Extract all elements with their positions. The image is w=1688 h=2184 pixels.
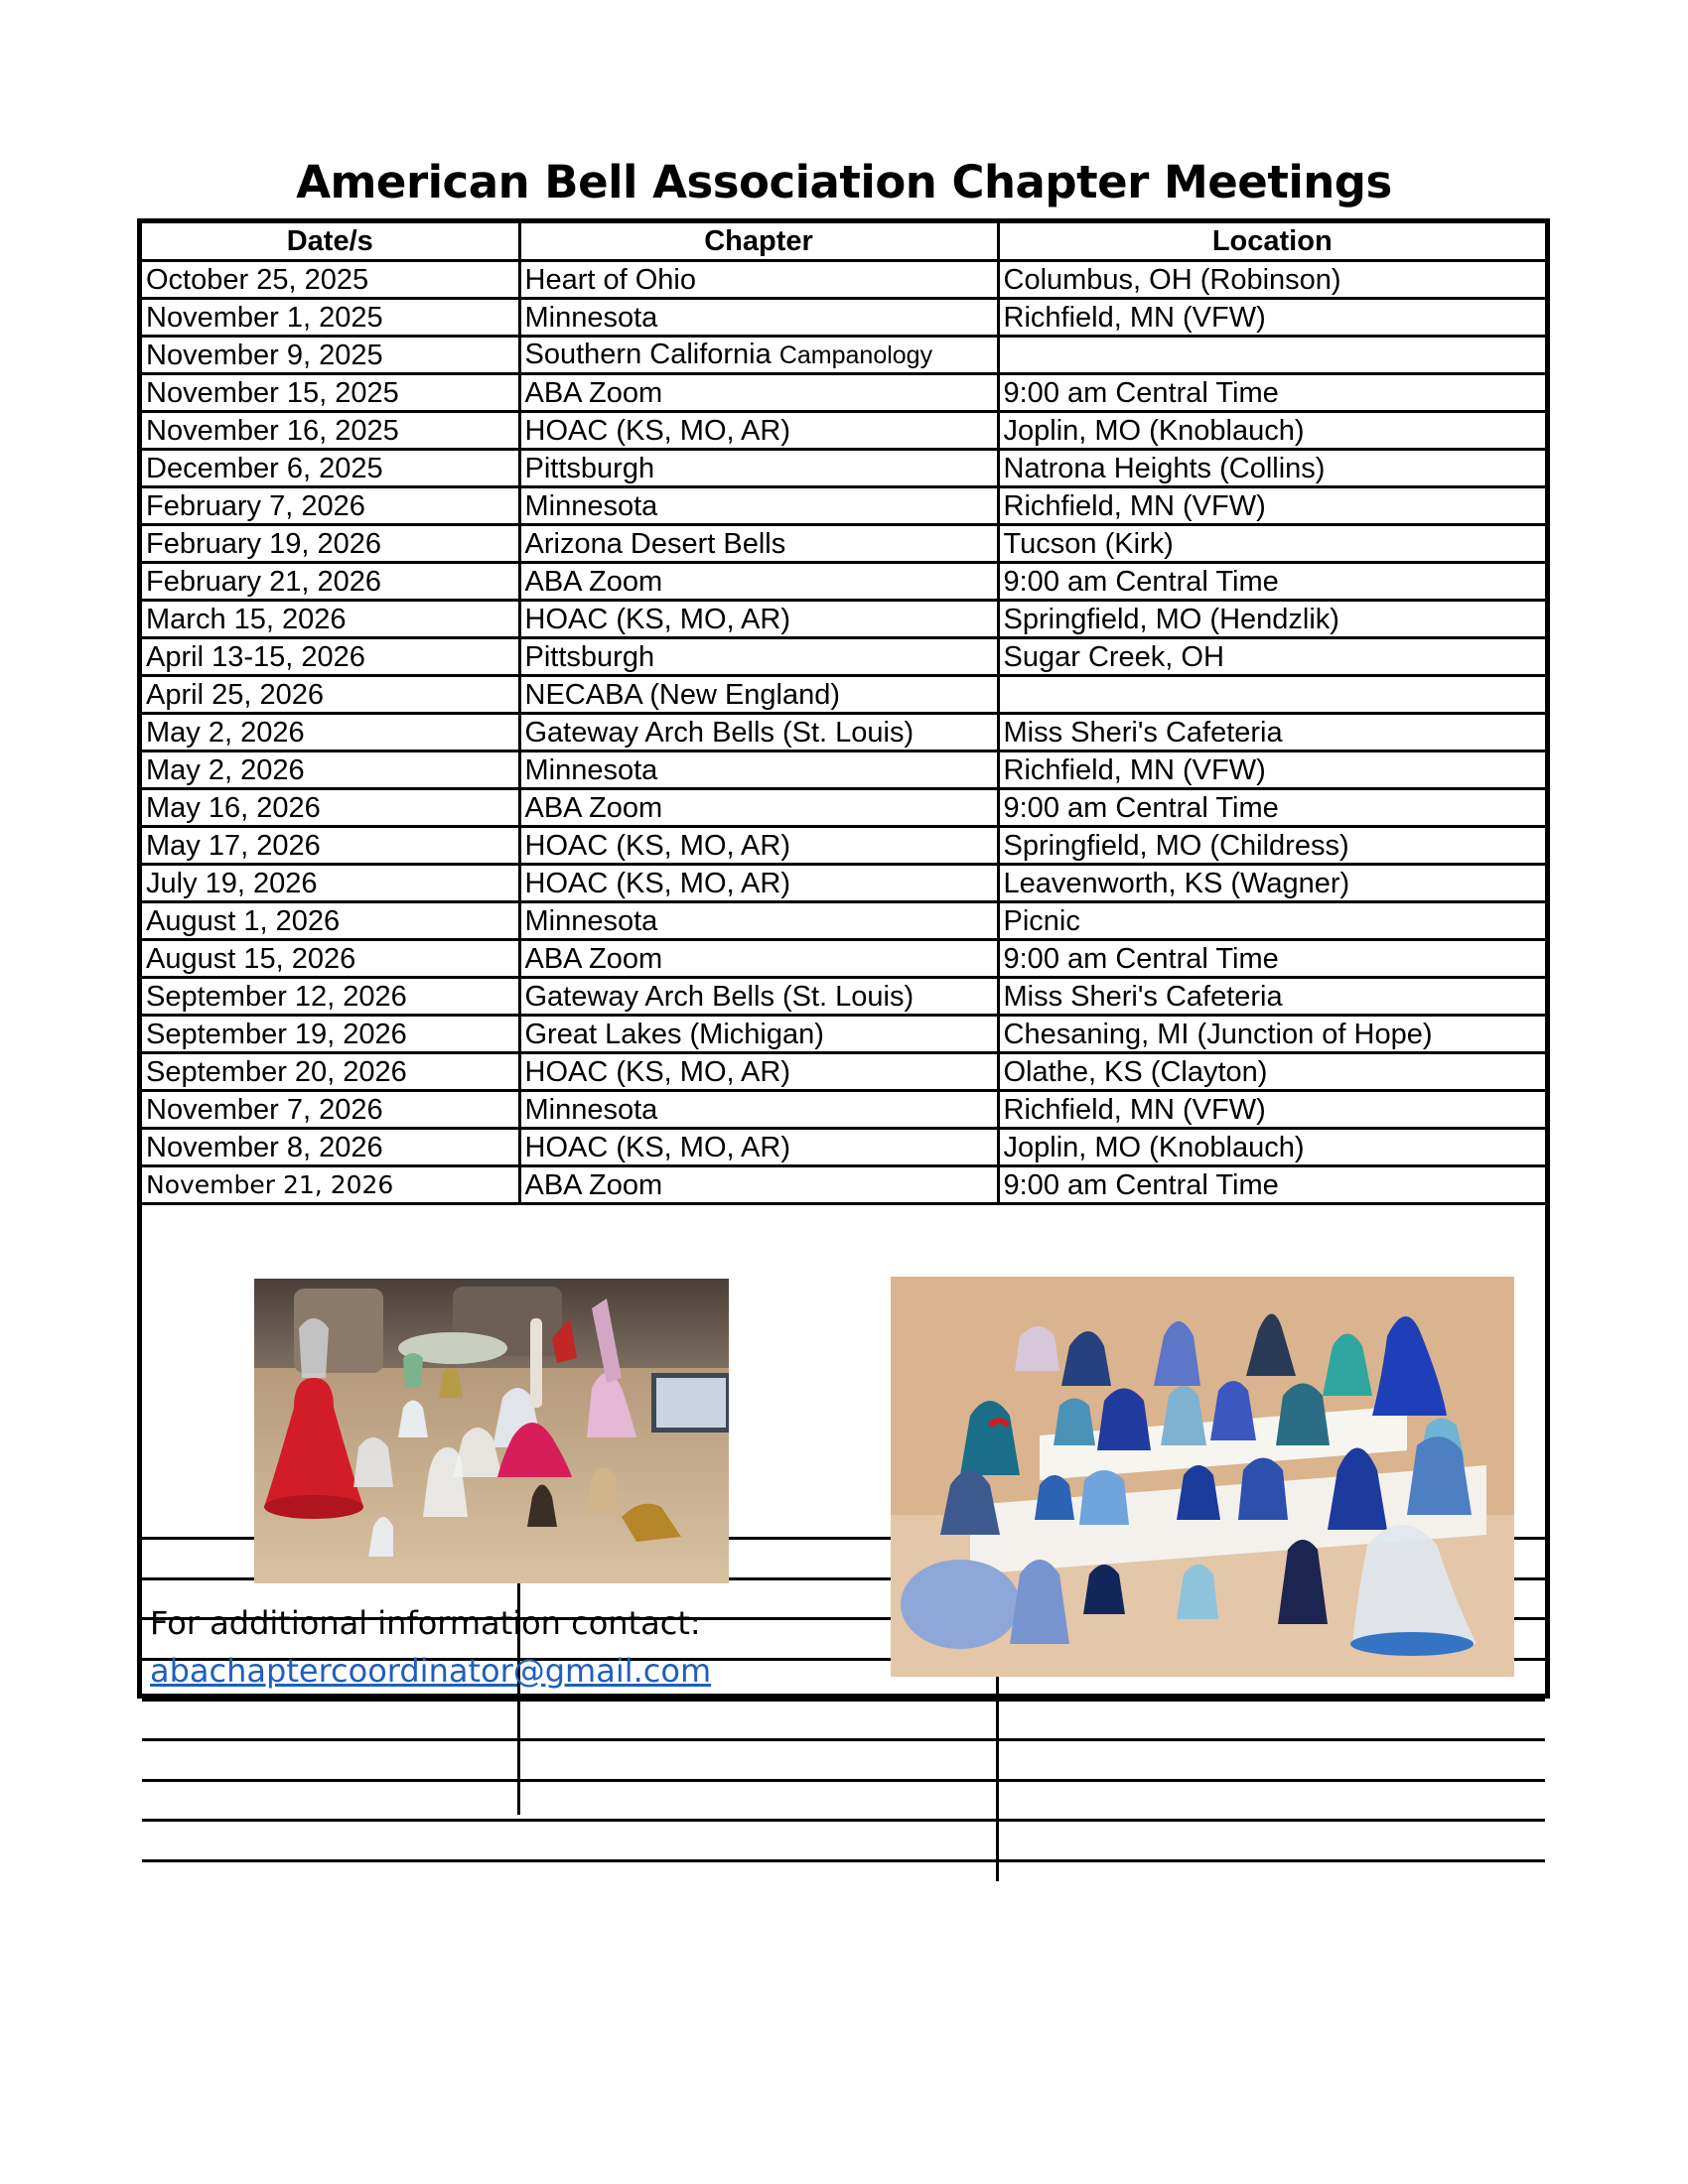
meeting-chapter — [519, 827, 998, 865]
meeting-location: Springfield, MO (Hendzlik) — [998, 601, 1545, 638]
chapter-name: NECABA (New England) — [524, 678, 841, 711]
meeting-date: March 15, 2026 — [142, 601, 519, 638]
contact-label: For additional information contact: — [150, 1604, 701, 1642]
meetings-table — [142, 223, 1545, 1205]
chapter-note: Campanology — [778, 341, 933, 369]
meeting-chapter — [519, 1091, 998, 1129]
meeting-chapter — [519, 676, 998, 714]
chapter-name: Minnesota — [524, 301, 658, 334]
meeting-date: September 12, 2026 — [142, 978, 519, 1016]
table-row — [142, 261, 1545, 299]
meeting-chapter — [519, 1166, 998, 1204]
chapter-name: Minnesota — [524, 489, 658, 522]
meeting-chapter — [519, 450, 998, 487]
meeting-date: May 16, 2026 — [142, 789, 519, 827]
table-row — [142, 676, 1545, 714]
meeting-date: February 19, 2026 — [142, 525, 519, 563]
rule-line — [142, 1779, 1545, 1782]
meeting-chapter — [519, 601, 998, 638]
meetings-table-body — [142, 261, 1545, 1204]
meeting-chapter — [519, 337, 998, 374]
meeting-date: May 17, 2026 — [142, 827, 519, 865]
table-row — [142, 638, 1545, 676]
meeting-date: April 13-15, 2026 — [142, 638, 519, 676]
meeting-date: November 15, 2025 — [142, 374, 519, 412]
meeting-location: Richfield, MN (VFW) — [998, 487, 1545, 525]
meeting-date: February 21, 2026 — [142, 563, 519, 601]
table-row — [142, 978, 1545, 1016]
chapter-name: HOAC (KS, MO, AR) — [524, 603, 790, 635]
meeting-date: May 2, 2026 — [142, 751, 519, 789]
meetings-sheet — [137, 218, 1550, 1699]
meeting-location: Columbus, OH (Robinson) — [998, 261, 1545, 299]
meeting-chapter — [519, 902, 998, 940]
meeting-date: July 19, 2026 — [142, 865, 519, 902]
meeting-chapter — [519, 638, 998, 676]
meeting-location: 9:00 am Central Time — [998, 374, 1545, 412]
meeting-location: Natrona Heights (Collins) — [998, 450, 1545, 487]
meeting-chapter — [519, 299, 998, 337]
meeting-chapter — [519, 940, 998, 978]
meeting-date: November 1, 2025 — [142, 299, 519, 337]
table-row — [142, 412, 1545, 450]
meeting-location: Miss Sheri's Cafeteria — [998, 714, 1545, 751]
rule-line — [142, 1738, 1545, 1741]
meeting-chapter — [519, 1129, 998, 1166]
meeting-date: November 21, 2026 — [142, 1166, 519, 1204]
bell-collection-photo-image — [254, 1279, 729, 1583]
table-row — [142, 374, 1545, 412]
bell-collection-photo — [254, 1279, 729, 1583]
table-row — [142, 1129, 1545, 1166]
meeting-chapter — [519, 412, 998, 450]
chapter-name: ABA Zoom — [524, 376, 663, 409]
blue-bell-collection-photo — [891, 1277, 1514, 1677]
table-row — [142, 751, 1545, 789]
meeting-date: December 6, 2025 — [142, 450, 519, 487]
date-column-header: Date/s — [142, 223, 519, 261]
chapter-name: Gateway Arch Bells (St. Louis) — [524, 980, 914, 1013]
chapter-name: Southern California — [524, 339, 772, 370]
table-row — [142, 337, 1545, 374]
meeting-chapter — [519, 751, 998, 789]
meeting-location: Joplin, MO (Knoblauch) — [998, 412, 1545, 450]
chapter-name: ABA Zoom — [524, 565, 663, 598]
chapter-name: Arizona Desert Bells — [524, 527, 786, 560]
table-row — [142, 714, 1545, 751]
meeting-date: November 7, 2026 — [142, 1091, 519, 1129]
meeting-location: Joplin, MO (Knoblauch) — [998, 1129, 1545, 1166]
meeting-date: October 25, 2025 — [142, 261, 519, 299]
location-column-header: Location — [998, 223, 1545, 261]
meeting-chapter — [519, 978, 998, 1016]
table-row — [142, 827, 1545, 865]
chapter-name: Minnesota — [524, 753, 658, 786]
meeting-location: Tucson (Kirk) — [998, 525, 1545, 563]
meeting-chapter — [519, 261, 998, 299]
meeting-location: Chesaning, MI (Junction of Hope) — [998, 1016, 1545, 1053]
meeting-location: Miss Sheri's Cafeteria — [998, 978, 1545, 1016]
rule-line — [142, 1819, 1545, 1822]
meeting-date: November 16, 2025 — [142, 412, 519, 450]
table-row — [142, 789, 1545, 827]
chapter-name: HOAC (KS, MO, AR) — [524, 1055, 790, 1088]
chapter-name: HOAC (KS, MO, AR) — [524, 414, 790, 447]
table-row — [142, 299, 1545, 337]
meeting-chapter — [519, 865, 998, 902]
chapter-name: Great Lakes (Michigan) — [524, 1018, 824, 1050]
chapter-name: Pittsburgh — [524, 452, 655, 484]
meeting-chapter — [519, 563, 998, 601]
meeting-location: Picnic — [998, 902, 1545, 940]
chapter-name: ABA Zoom — [524, 1168, 663, 1201]
table-row — [142, 940, 1545, 978]
meeting-location: Richfield, MN (VFW) — [998, 751, 1545, 789]
contact-email-link[interactable]: abachaptercoordinator@gmail.com — [150, 1652, 712, 1690]
meeting-location: Sugar Creek, OH — [998, 638, 1545, 676]
chapter-name: Heart of Ohio — [524, 263, 696, 296]
meeting-location — [998, 337, 1545, 374]
table-row — [142, 1016, 1545, 1053]
meeting-location: Olathe, KS (Clayton) — [998, 1053, 1545, 1091]
meeting-date: September 20, 2026 — [142, 1053, 519, 1091]
meeting-date: September 19, 2026 — [142, 1016, 519, 1053]
chapter-name: ABA Zoom — [524, 791, 663, 824]
chapter-name: Minnesota — [524, 1093, 658, 1126]
table-row — [142, 563, 1545, 601]
meeting-location: Richfield, MN (VFW) — [998, 299, 1545, 337]
meeting-chapter — [519, 525, 998, 563]
page-title: American Bell Association Chapter Meetings — [296, 156, 1392, 208]
chapter-name: Minnesota — [524, 904, 658, 937]
table-row — [142, 487, 1545, 525]
blue-bell-collection-photo-image — [891, 1277, 1514, 1677]
meeting-chapter — [519, 487, 998, 525]
table-row — [142, 902, 1545, 940]
chapter-name: Pittsburgh — [524, 640, 655, 673]
meeting-location: Richfield, MN (VFW) — [998, 1091, 1545, 1129]
chapter-name: Gateway Arch Bells (St. Louis) — [524, 716, 914, 749]
table-row — [142, 1166, 1545, 1204]
meeting-location: 9:00 am Central Time — [998, 940, 1545, 978]
meeting-date: August 1, 2026 — [142, 902, 519, 940]
meeting-location: Leavenworth, KS (Wagner) — [998, 865, 1545, 902]
chapter-column-header: Chapter — [519, 223, 998, 261]
table-header-row — [142, 223, 1545, 261]
meeting-date: November 8, 2026 — [142, 1129, 519, 1166]
table-row — [142, 1091, 1545, 1129]
chapter-name: HOAC (KS, MO, AR) — [524, 1131, 790, 1163]
meeting-chapter — [519, 714, 998, 751]
meeting-date: August 15, 2026 — [142, 940, 519, 978]
table-row — [142, 865, 1545, 902]
table-row — [142, 1053, 1545, 1091]
meeting-date: February 7, 2026 — [142, 487, 519, 525]
table-row — [142, 601, 1545, 638]
meeting-date: April 25, 2026 — [142, 676, 519, 714]
meeting-date: May 2, 2026 — [142, 714, 519, 751]
meeting-date: November 9, 2025 — [142, 337, 519, 374]
meeting-location — [998, 676, 1545, 714]
chapter-name: ABA Zoom — [524, 942, 663, 975]
rule-line — [142, 1699, 1545, 1702]
meeting-chapter — [519, 374, 998, 412]
table-row — [142, 450, 1545, 487]
meeting-chapter — [519, 1053, 998, 1091]
rule-line — [142, 1859, 1545, 1862]
meeting-location: 9:00 am Central Time — [998, 1166, 1545, 1204]
meeting-location: 9:00 am Central Time — [998, 563, 1545, 601]
meeting-location: Springfield, MO (Childress) — [998, 827, 1545, 865]
table-row — [142, 525, 1545, 563]
chapter-name: HOAC (KS, MO, AR) — [524, 867, 790, 899]
meeting-chapter — [519, 789, 998, 827]
chapter-name: HOAC (KS, MO, AR) — [524, 829, 790, 862]
meeting-location: 9:00 am Central Time — [998, 789, 1545, 827]
meeting-chapter — [519, 1016, 998, 1053]
